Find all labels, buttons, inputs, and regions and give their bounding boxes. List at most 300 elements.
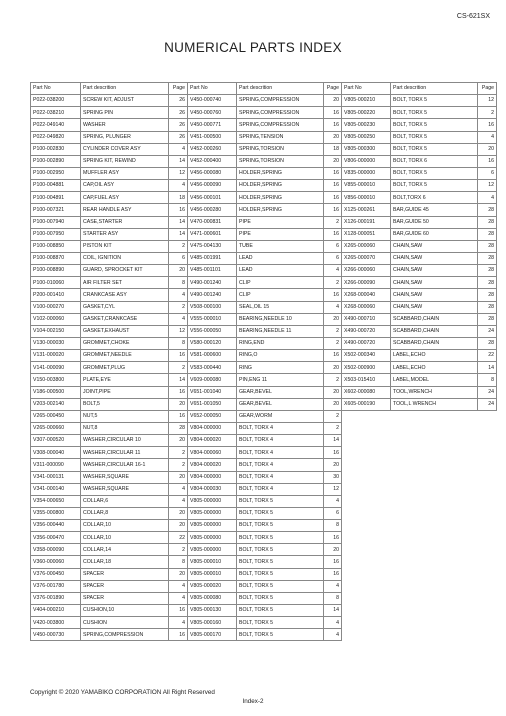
table-row: [31, 532, 188, 544]
table-row: [31, 131, 188, 143]
table-row: [31, 350, 188, 362]
table-row: [31, 204, 188, 216]
table-row: [31, 216, 188, 228]
part-number-cell: V652-000050: [188, 410, 237, 422]
part-number-cell: V102-000060: [31, 313, 81, 325]
description-cell: RING,END: [237, 337, 324, 349]
page-cell: 4: [169, 143, 188, 155]
page-cell: 6: [324, 240, 342, 252]
part-number-cell: V485-001991: [188, 252, 237, 264]
page-cell: 4: [169, 313, 188, 325]
parts-index-table-2: [187, 82, 342, 641]
description-cell: SPACER: [81, 592, 169, 604]
table-row: [31, 289, 188, 301]
description-cell: SPRING,COMPRESSION: [237, 119, 324, 131]
table-row: [31, 325, 188, 337]
description-cell: BOLT, TORX 5: [391, 167, 478, 179]
copyright-notice: Copyright © 2020 YAMABIKO CORPORATION All Right Reserved: [30, 689, 215, 696]
page-cell: 2: [169, 459, 188, 471]
table-row: [188, 592, 342, 604]
table-row: [188, 107, 342, 119]
header-page: Page: [169, 83, 188, 95]
page-cell: 28: [478, 228, 497, 240]
table-row: [188, 386, 342, 398]
table-row: [188, 362, 342, 374]
description-cell: COLLAR,6: [81, 495, 169, 507]
table-row: [31, 167, 188, 179]
part-number-cell: X268-000040: [342, 289, 391, 301]
page-cell: 16: [169, 410, 188, 422]
description-cell: CASE,STARTER: [81, 216, 169, 228]
page-cell: 20: [169, 435, 188, 447]
description-cell: JOINT,PIPE: [81, 386, 169, 398]
table-row: [342, 313, 497, 325]
page-cell: 28: [478, 313, 497, 325]
part-number-cell: X265-000070: [342, 252, 391, 264]
page-cell: 20: [324, 459, 342, 471]
description-cell: SCABBARD,CHAIN: [391, 337, 478, 349]
part-number-cell: V805-000230: [342, 119, 391, 131]
table-row: [31, 617, 188, 629]
part-number-cell: V804-000000: [188, 471, 237, 483]
table-row: [31, 374, 188, 386]
page-cell: 16: [324, 180, 342, 192]
part-number-cell: X490-000720: [342, 337, 391, 349]
part-number-cell: P100-007321: [31, 204, 81, 216]
table-row: [31, 155, 188, 167]
description-cell: COLLAR,10: [81, 532, 169, 544]
description-cell: BOLT, TORX 5: [237, 617, 324, 629]
table-row: [342, 386, 497, 398]
page-cell: 2: [324, 337, 342, 349]
description-cell: BAR,GUIDE 60: [391, 228, 478, 240]
part-number-cell: P200-001410: [31, 289, 81, 301]
description-cell: LABEL,ECHO: [391, 362, 478, 374]
table-row: [31, 447, 188, 459]
table-row: [188, 180, 342, 192]
description-cell: BEARING,NEEDLE 10: [237, 313, 324, 325]
header-page: Page: [324, 83, 342, 95]
part-number-cell: V805-000010: [188, 556, 237, 568]
table-row: [31, 362, 188, 374]
page-cell: 20: [324, 398, 342, 410]
description-cell: BOLT, TORX 5: [237, 568, 324, 580]
table-row: [31, 568, 188, 580]
description-cell: GASKET,CRANKCASE: [81, 313, 169, 325]
description-cell: SPRING KIT, REWIND: [81, 155, 169, 167]
table-row: [31, 520, 188, 532]
table-row: [342, 289, 497, 301]
table-row: [188, 289, 342, 301]
header-description: Part descrition: [391, 83, 478, 95]
page-cell: 16: [324, 192, 342, 204]
part-number-cell: V265-000450: [31, 410, 81, 422]
part-number-cell: V804-000060: [188, 447, 237, 459]
table-row: [188, 435, 342, 447]
description-cell: SPRING,COMPRESSION: [237, 95, 324, 107]
part-number-cell: V805-000000: [188, 507, 237, 519]
part-number-cell: V651-001040: [188, 386, 237, 398]
description-cell: BOLT, TORX 5: [237, 544, 324, 556]
description-cell: SPRING,COMPRESSION: [237, 107, 324, 119]
table-row: [188, 532, 342, 544]
page-cell: 8: [169, 337, 188, 349]
table-row: [31, 240, 188, 252]
part-number-cell: V508-000100: [188, 301, 237, 313]
table-row: [342, 180, 497, 192]
table-row: [342, 337, 497, 349]
table-row: [188, 580, 342, 592]
table-row: [31, 398, 188, 410]
table-row: [31, 629, 188, 641]
part-number-cell: V456-000080: [188, 167, 237, 179]
description-cell: TUBE: [237, 240, 324, 252]
description-cell: BEARING,NEEDLE 11: [237, 325, 324, 337]
description-cell: GEAR,BEVEL: [237, 386, 324, 398]
part-number-cell: V475-004130: [188, 240, 237, 252]
part-number-cell: P100-002950: [31, 167, 81, 179]
description-cell: MUFFLER ASY: [81, 167, 169, 179]
page-cell: 4: [169, 495, 188, 507]
page-cell: 8: [324, 592, 342, 604]
description-cell: NUT,8: [81, 422, 169, 434]
page-cell: 12: [169, 167, 188, 179]
description-cell: BAR,GUIDE 45: [391, 204, 478, 216]
description-cell: BOLT, TORX 5: [391, 143, 478, 155]
description-cell: BOLT, TORX 5: [237, 495, 324, 507]
table-row: [342, 398, 497, 410]
page-cell: 16: [324, 556, 342, 568]
table-row: [342, 131, 497, 143]
description-cell: BOLT,TORX 6: [391, 192, 478, 204]
description-cell: WASHER,CIRCULAR 11: [81, 447, 169, 459]
page-cell: 16: [324, 107, 342, 119]
page-cell: 16: [324, 532, 342, 544]
page-cell: 2: [169, 362, 188, 374]
part-number-cell: V450-000760: [188, 107, 237, 119]
part-number-cell: V556-000050: [188, 325, 237, 337]
part-number-cell: V805-000010: [188, 568, 237, 580]
page-cell: 2: [478, 107, 497, 119]
part-number-cell: V451-000500: [188, 131, 237, 143]
description-cell: WASHER,CIRCULAR 16-1: [81, 459, 169, 471]
page-cell: 6: [324, 507, 342, 519]
table-row: [31, 313, 188, 325]
table-row: [31, 483, 188, 495]
table-row: [31, 301, 188, 313]
header-part-no: Part No: [188, 83, 237, 95]
part-number-cell: V450-000730: [31, 629, 81, 641]
table-row: [342, 143, 497, 155]
table-row: [342, 119, 497, 131]
part-number-cell: V555-000010: [188, 313, 237, 325]
page-cell: 20: [169, 265, 188, 277]
description-cell: BOLT, TORX 5: [237, 605, 324, 617]
parts-index-table-3: [341, 82, 497, 411]
page-cell: 4: [324, 301, 342, 313]
page-cell: 28: [169, 422, 188, 434]
description-cell: GASKET,CYL: [81, 301, 169, 313]
table-row: [342, 204, 497, 216]
description-cell: BOLT, TORX 4: [237, 471, 324, 483]
part-number-cell: V806-000000: [342, 155, 391, 167]
description-cell: WASHER: [81, 119, 169, 131]
part-number-cell: V456-000090: [188, 180, 237, 192]
part-number-cell: X125-000261: [342, 204, 391, 216]
part-number-cell: V265-000660: [31, 422, 81, 434]
page-cell: 4: [324, 580, 342, 592]
part-number-cell: V452-000260: [188, 143, 237, 155]
page-cell: 26: [169, 107, 188, 119]
page-cell: 14: [324, 435, 342, 447]
table-row: [342, 95, 497, 107]
description-cell: CLIP: [237, 277, 324, 289]
description-cell: SPRING,TENSION: [237, 131, 324, 143]
part-number-cell: V141-000090: [31, 362, 81, 374]
part-number-cell: V130-000030: [31, 337, 81, 349]
part-number-cell: V490-001240: [188, 289, 237, 301]
page-cell: 4: [478, 192, 497, 204]
table-row: [188, 544, 342, 556]
page-cell: 28: [478, 204, 497, 216]
page-cell: 18: [324, 143, 342, 155]
table-row: [188, 629, 342, 641]
part-number-cell: V856-000010: [342, 192, 391, 204]
page-cell: 26: [169, 131, 188, 143]
page-cell: 16: [169, 204, 188, 216]
page-cell: 4: [324, 629, 342, 641]
part-number-cell: V104-002150: [31, 325, 81, 337]
description-cell: CHAIN,SAW: [391, 277, 478, 289]
description-cell: RING: [237, 362, 324, 374]
part-number-cell: V804-000030: [188, 483, 237, 495]
part-number-cell: V804-000020: [188, 459, 237, 471]
page-cell: 14: [169, 155, 188, 167]
page-cell: 14: [169, 374, 188, 386]
description-cell: BOLT, TORX 4: [237, 483, 324, 495]
page-cell: 28: [478, 252, 497, 264]
description-cell: SPRING PIN: [81, 107, 169, 119]
part-number-cell: V404-000210: [31, 605, 81, 617]
page-cell: 20: [169, 568, 188, 580]
table-row: [31, 386, 188, 398]
description-cell: SCABBARD,CHAIN: [391, 313, 478, 325]
description-cell: BOLT, TORX 5: [237, 507, 324, 519]
part-number-cell: X605-000190: [342, 398, 391, 410]
part-number-cell: P022-038210: [31, 107, 81, 119]
page-cell: 24: [478, 325, 497, 337]
page-cell: 28: [478, 265, 497, 277]
description-cell: GUARD, SPROCKET KIT: [81, 265, 169, 277]
part-number-cell: V805-000000: [188, 495, 237, 507]
page-cell: 30: [324, 471, 342, 483]
page-cell: 2: [169, 544, 188, 556]
page-cell: 2: [324, 216, 342, 228]
description-cell: CUSHION: [81, 617, 169, 629]
page-cell: 16: [324, 204, 342, 216]
page-cell: 28: [478, 289, 497, 301]
description-cell: COLLAR,14: [81, 544, 169, 556]
page-cell: 18: [169, 192, 188, 204]
part-number-cell: V131-000020: [31, 350, 81, 362]
page-number: Index-2: [242, 698, 264, 705]
part-number-cell: X502-000340: [342, 350, 391, 362]
page-cell: 16: [324, 568, 342, 580]
part-number-cell: V804-000020: [188, 435, 237, 447]
table-row: [342, 265, 497, 277]
description-cell: CYLINDER COVER ASY: [81, 143, 169, 155]
table-row: [31, 580, 188, 592]
description-cell: CLIP: [237, 289, 324, 301]
description-cell: STARTER ASY: [81, 228, 169, 240]
page-cell: 4: [324, 617, 342, 629]
page-cell: 28: [478, 277, 497, 289]
page-cell: 16: [478, 155, 497, 167]
part-number-cell: V100-000270: [31, 301, 81, 313]
part-number-cell: V855-000010: [342, 180, 391, 192]
page-cell: 12: [169, 325, 188, 337]
description-cell: BOLT, TORX 4: [237, 447, 324, 459]
description-cell: LEAD: [237, 252, 324, 264]
part-number-cell: P100-004881: [31, 180, 81, 192]
table-row: [188, 568, 342, 580]
table-row: [31, 471, 188, 483]
table-row: [188, 459, 342, 471]
page-cell: 4: [478, 131, 497, 143]
page-cell: 4: [324, 495, 342, 507]
table-row: [31, 495, 188, 507]
table-row: [188, 143, 342, 155]
description-cell: BOLT, TORX 4: [237, 422, 324, 434]
part-number-cell: V580-000120: [188, 337, 237, 349]
page-cell: 16: [324, 289, 342, 301]
table-row: [31, 435, 188, 447]
part-number-cell: V805-000160: [188, 617, 237, 629]
table-row: [188, 265, 342, 277]
header-part-no: Part No: [31, 83, 81, 95]
table-row: [342, 240, 497, 252]
part-number-cell: V341-000140: [31, 483, 81, 495]
part-number-cell: P100-008850: [31, 240, 81, 252]
page-cell: 28: [478, 240, 497, 252]
part-number-cell: V805-000000: [188, 532, 237, 544]
page-cell: 16: [169, 629, 188, 641]
part-number-cell: V805-000000: [188, 544, 237, 556]
page-cell: 20: [169, 507, 188, 519]
part-number-cell: P100-002830: [31, 143, 81, 155]
table-row: [342, 277, 497, 289]
page-cell: 8: [478, 374, 497, 386]
page-cell: 28: [478, 301, 497, 313]
description-cell: CHAIN,SAW: [391, 301, 478, 313]
part-number-cell: P100-008870: [31, 252, 81, 264]
part-number-cell: V452-000400: [188, 155, 237, 167]
page-cell: 8: [169, 556, 188, 568]
description-cell: CHAIN,SAW: [391, 252, 478, 264]
page-cell: 26: [169, 119, 188, 131]
part-number-cell: X490-000720: [342, 325, 391, 337]
description-cell: BAR,GUIDE 50: [391, 216, 478, 228]
table-row: [31, 605, 188, 617]
page-cell: 4: [169, 617, 188, 629]
description-cell: SEAL,OIL 15: [237, 301, 324, 313]
table-row: [188, 216, 342, 228]
table-row: [188, 155, 342, 167]
table-row: [31, 107, 188, 119]
part-number-cell: P100-004891: [31, 192, 81, 204]
part-number-cell: V804-000000: [188, 422, 237, 434]
description-cell: BOLT, TORX 5: [391, 107, 478, 119]
description-cell: GEAR,WORM: [237, 410, 324, 422]
page-cell: 2: [169, 240, 188, 252]
description-cell: BOLT, TORX 4: [237, 435, 324, 447]
page-cell: 24: [478, 398, 497, 410]
page-cell: 20: [324, 362, 342, 374]
description-cell: SCREW KIT, ADJUST: [81, 95, 169, 107]
description-cell: CHAIN,SAW: [391, 240, 478, 252]
part-number-cell: X126-000191: [342, 216, 391, 228]
description-cell: BOLT, TORX 4: [237, 459, 324, 471]
part-number-cell: V186-000500: [31, 386, 81, 398]
part-number-cell: X268-000060: [342, 301, 391, 313]
table-row: [31, 592, 188, 604]
part-number-cell: P022-049140: [31, 119, 81, 131]
table-row: [342, 362, 497, 374]
header-part-no: Part No: [342, 83, 391, 95]
document-code: CS-621SX: [456, 13, 490, 20]
part-number-cell: V805-000000: [188, 520, 237, 532]
description-cell: HOLDER,SPRING: [237, 180, 324, 192]
description-cell: CUSHION,10: [81, 605, 169, 617]
table-row: [188, 495, 342, 507]
description-cell: PIN,ENG 11: [237, 374, 324, 386]
description-cell: BOLT,5: [81, 398, 169, 410]
part-number-cell: V358-000090: [31, 544, 81, 556]
part-number-cell: V651-001050: [188, 398, 237, 410]
description-cell: SPACER: [81, 580, 169, 592]
part-number-cell: V308-000040: [31, 447, 81, 459]
page-cell: 16: [324, 167, 342, 179]
description-cell: PIPE: [237, 228, 324, 240]
table-row: [31, 507, 188, 519]
part-number-cell: X502-000900: [342, 362, 391, 374]
part-number-cell: P100-007940: [31, 216, 81, 228]
part-number-cell: P100-007950: [31, 228, 81, 240]
part-number-cell: V376-001780: [31, 580, 81, 592]
part-number-cell: V456-000280: [188, 204, 237, 216]
page-cell: 12: [478, 95, 497, 107]
part-number-cell: V356-000470: [31, 532, 81, 544]
page-cell: 2: [169, 301, 188, 313]
description-cell: SPRING,TORSION: [237, 155, 324, 167]
part-number-cell: V376-001890: [31, 592, 81, 604]
table-row: [342, 167, 497, 179]
description-cell: WASHER,CIRCULAR 10: [81, 435, 169, 447]
table-row: [188, 483, 342, 495]
description-cell: WASHER,SQUARE: [81, 483, 169, 495]
description-cell: BOLT, TORX 5: [391, 95, 478, 107]
table-row: [342, 216, 497, 228]
page-cell: 12: [324, 483, 342, 495]
description-cell: AIR FILTER SET: [81, 277, 169, 289]
description-cell: BOLT, TORX 5: [237, 629, 324, 641]
description-cell: SPRING,COMPRESSION: [81, 629, 169, 641]
description-cell: COIL, IGNITION: [81, 252, 169, 264]
part-number-cell: V360-000060: [31, 556, 81, 568]
description-cell: PIPE: [237, 216, 324, 228]
description-cell: BOLT, TORX 6: [391, 155, 478, 167]
page-cell: 2: [169, 447, 188, 459]
